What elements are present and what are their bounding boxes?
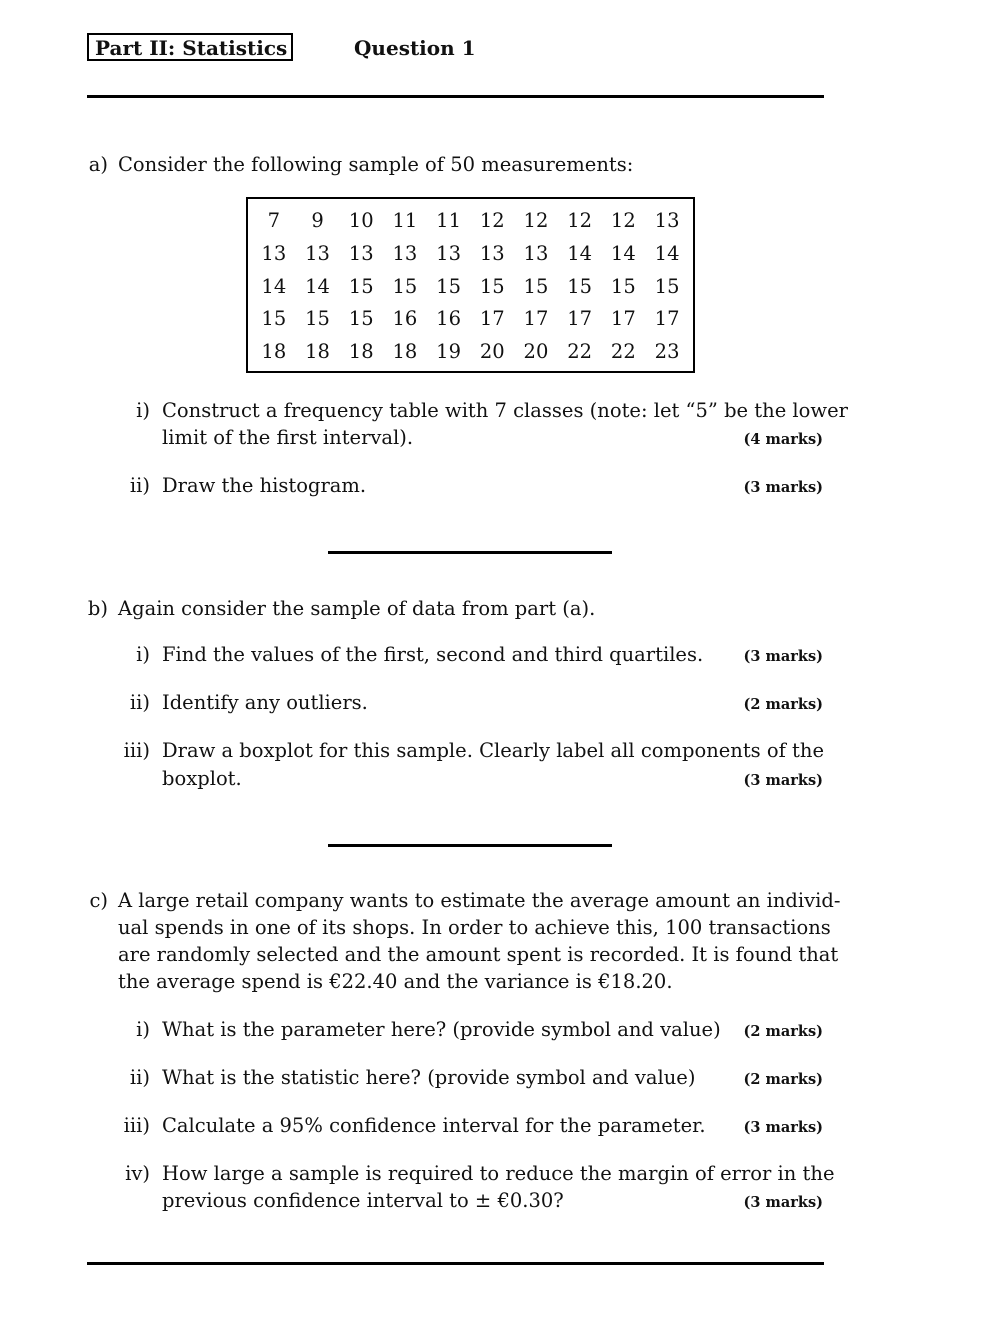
table-cell: 20 — [479, 340, 505, 364]
table-cell: 15 — [348, 274, 374, 298]
table-cell: 15 — [261, 307, 287, 331]
table-cell: 16 — [392, 307, 418, 331]
table-cell: 17 — [479, 307, 505, 331]
measurements-table — [246, 197, 695, 373]
part-b-item-ii-line1: Identify any outliers. — [162, 691, 368, 714]
top-divider — [87, 95, 824, 98]
table-cell: 13 — [392, 241, 418, 265]
part-c-item-iii-label: iii) — [123, 1114, 150, 1137]
table-cell: 18 — [392, 340, 418, 364]
table-row — [248, 336, 693, 369]
part-a-label: a) — [88, 153, 108, 176]
table-cell: 13 — [305, 241, 330, 265]
part-a-item-i-label: i) — [136, 399, 150, 422]
part-b-item-i-label: i) — [136, 643, 150, 666]
table-cell: 18 — [261, 340, 287, 364]
table-cell: 10 — [348, 209, 374, 232]
table-cell: 15 — [436, 274, 461, 298]
table-cell: 15 — [567, 274, 593, 298]
measurements-table-body — [248, 205, 693, 369]
part-c-item-ii-marks: (2 marks) — [743, 1071, 823, 1088]
table-row — [248, 205, 693, 238]
table-cell: 15 — [654, 274, 680, 298]
table-cell: 12 — [610, 209, 636, 232]
part-c-item-iv-line2: previous confidence interval to ± €0.30? — [162, 1189, 564, 1212]
table-cell: 15 — [610, 274, 636, 298]
table-cell: 11 — [392, 209, 418, 232]
table-cell: 15 — [392, 274, 418, 298]
table-row — [248, 238, 693, 271]
part-c-item-iv-label: iv) — [125, 1162, 150, 1185]
table-cell: 13 — [654, 209, 680, 232]
part-c-item-iii-line1: Calculate a 95% confidence interval for the parameter. — [162, 1114, 706, 1137]
part-c-item-i-marks: (2 marks) — [743, 1023, 823, 1040]
table-cell: 12 — [523, 209, 549, 232]
section-divider-2 — [328, 844, 612, 847]
table-cell: 11 — [436, 209, 461, 232]
part-b-item-i-marks: (3 marks) — [743, 648, 823, 665]
table-cell: 23 — [654, 340, 680, 364]
part-c-item-i-line1: What is the parameter here? (provide symbol and value) — [162, 1018, 721, 1041]
part-c-label: c) — [89, 889, 108, 912]
table-cell: 15 — [479, 274, 505, 298]
part-b-label: b) — [87, 597, 108, 620]
part-b-item-iii-line2: boxplot. — [162, 767, 242, 790]
part-b-text: Again consider the sample of data from part (a). — [118, 597, 596, 620]
part-c-line-4: the average spend is €22.40 and the variance is €18.20. — [118, 970, 673, 993]
table-cell: 14 — [654, 241, 680, 265]
section-divider-1 — [328, 551, 612, 554]
part-b-item-ii-marks: (2 marks) — [743, 696, 823, 713]
table-cell: 13 — [479, 241, 505, 265]
part-a-item-i-line2: limit of the first interval). — [162, 426, 414, 449]
part-c-line-2: ual spends in one of its shops. In order to achieve this, 100 transactions — [118, 916, 831, 939]
part-a-item-i-marks: (4 marks) — [743, 431, 823, 448]
part-b-item-iii-line1: Draw a boxplot for this sample. Clearly label all components of the — [162, 739, 824, 762]
table-cell: 18 — [305, 340, 330, 364]
table-cell: 13 — [436, 241, 461, 265]
table-cell: 20 — [523, 340, 549, 364]
table-row — [248, 271, 693, 304]
table-cell: 13 — [261, 241, 287, 265]
table-cell: 14 — [610, 241, 636, 265]
bottom-divider — [87, 1262, 824, 1265]
part-b-item-ii-label: ii) — [129, 691, 150, 714]
table-cell: 17 — [567, 307, 593, 331]
table-cell: 15 — [348, 307, 374, 331]
table-cell: 15 — [305, 307, 330, 331]
table-cell: 7 — [267, 209, 281, 232]
table-cell: 14 — [305, 274, 330, 298]
part-a-text: Consider the following sample of 50 measurements: — [118, 153, 634, 176]
part-b-item-iii-label: iii) — [123, 739, 150, 762]
part-a-item-ii-line1: Draw the histogram. — [162, 474, 367, 497]
part-c-item-ii-line1: What is the statistic here? (provide symbol and value) — [162, 1066, 696, 1089]
part-c-item-i-label: i) — [136, 1018, 150, 1041]
part-c-line-3: are randomly selected and the amount spent is recorded. It is found that — [118, 943, 839, 966]
part-a-item-ii-label: ii) — [129, 474, 150, 497]
part-c-item-iii-marks: (3 marks) — [743, 1119, 823, 1136]
table-cell: 17 — [523, 307, 549, 331]
question-title: Question 1 — [354, 36, 476, 60]
table-cell: 18 — [348, 340, 374, 364]
table-cell: 13 — [523, 241, 549, 265]
table-cell: 12 — [479, 209, 505, 232]
part-c-line-1: A large retail company wants to estimate the average amount an individ- — [118, 889, 841, 912]
part-b-item-iii-marks: (3 marks) — [743, 772, 823, 789]
part-b-item-i-line1: Find the values of the first, second and third quartiles. — [162, 643, 704, 666]
table-cell: 17 — [610, 307, 636, 331]
table-cell: 15 — [523, 274, 549, 298]
table-cell: 14 — [261, 274, 287, 298]
table-cell: 17 — [654, 307, 680, 331]
table-cell: 19 — [436, 340, 461, 364]
part-a-item-ii-marks: (3 marks) — [743, 479, 823, 496]
part-a-item-i-line1: Construct a frequency table with 7 classes (note: let “5” be the lower — [162, 399, 848, 422]
part-c-item-iv-marks: (3 marks) — [743, 1194, 823, 1211]
part-c-item-iv-line1: How large a sample is required to reduce the margin of error in the — [162, 1162, 835, 1185]
table-cell: 14 — [567, 241, 593, 265]
table-row — [248, 303, 693, 336]
table-cell: 13 — [348, 241, 374, 265]
table-cell: 22 — [610, 340, 636, 364]
table-cell: 9 — [311, 209, 324, 232]
part-c-item-ii-label: ii) — [129, 1066, 150, 1089]
part-title-box: Part II: Statistics — [87, 33, 293, 61]
table-cell: 12 — [567, 209, 593, 232]
table-cell: 22 — [567, 340, 593, 364]
table-cell: 16 — [436, 307, 461, 331]
